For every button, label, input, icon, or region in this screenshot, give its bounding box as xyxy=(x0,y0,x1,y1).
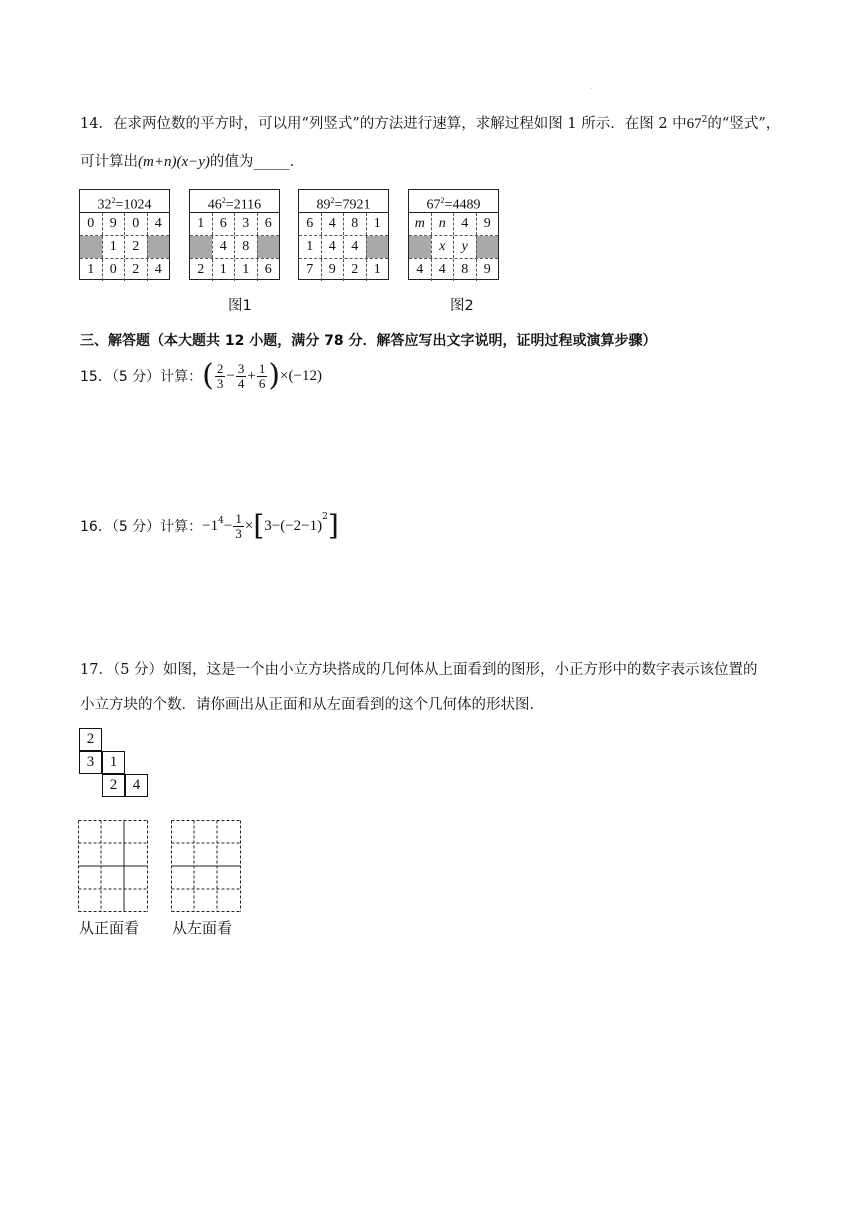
q14-line2 xyxy=(80,150,304,171)
q14-line1-prefix: 14．在求两位数的平方时，可以用“列竖式”的方法进行速算，求解过程如图 1 所示．在图 2 中 xyxy=(80,116,687,132)
q16-label: 16．（5 分）计算： xyxy=(80,519,203,535)
section-heading: 三、解答题（本大题共 12 小题，满分 78 分．解答应写出文字说明，证明过程或演算步骤） xyxy=(80,333,657,349)
q14-line2-prefix: 可计算出 xyxy=(80,154,138,170)
q14-base: 67 xyxy=(686,116,702,132)
page-mark: · xyxy=(590,86,592,93)
q15-tail: (−12) xyxy=(288,367,322,384)
q15-frac3: $\frac{1}{6}$ xyxy=(258,360,266,391)
front-view-grid[interactable] xyxy=(78,820,148,912)
q15-frac2: $\frac{3}{4}$ xyxy=(237,360,245,391)
fig-title: $89^2=7921$ xyxy=(299,190,388,213)
q14-line2-suffix: 的值为_____． xyxy=(209,154,305,170)
top-view-cell: 1 xyxy=(102,751,125,774)
left-view-label: 从左面看 xyxy=(172,919,233,937)
q16-inner: 3−(−2−1) xyxy=(264,517,323,534)
top-view-cell: 2 xyxy=(102,774,125,797)
fig1-label: 图1 xyxy=(228,298,252,314)
left-view-grid[interactable] xyxy=(171,820,241,912)
q14-expression: (m+n)(x−y) xyxy=(138,154,210,170)
top-view-cell: 2 xyxy=(79,728,102,751)
top-view-cell: 4 xyxy=(125,774,148,797)
q16-frac: $\frac{1}{3}$ xyxy=(235,510,242,541)
fig-title: $46^2=2116$ xyxy=(190,190,279,213)
q14-line1 xyxy=(80,112,780,133)
figure-67-squared: $67^2=4489$ m n 4 9 x y 4 4 8 9 xyxy=(408,189,499,280)
q14-exp: 2 xyxy=(701,115,708,126)
q15: 15．（5 分）计算： ( $\frac{2}{3}$ − $\frac{3}{4}$ + $\frac{1}{6}$ ) × (−12) xyxy=(80,358,322,393)
top-view-cell: 3 xyxy=(79,751,102,774)
fig-title: $67^2=4489$ xyxy=(409,190,498,213)
fig2-label: 图2 xyxy=(450,298,474,314)
figure-89-squared: $89^2=7921$ 6 4 8 1 1 4 4 7 9 2 1 xyxy=(298,189,389,280)
q16: 16．（5 分）计算： −1 $^4$ − $\frac{1}{3}$ × [ 3−(−2−1) $^2$ ] xyxy=(80,509,339,542)
q14-line1-suffix: 的“竖式”， xyxy=(707,116,781,132)
fig-title: $32^2=1024$ xyxy=(80,190,169,213)
figure-32-squared: $32^2=1024$ 0 9 0 4 1 2 1 0 2 4 xyxy=(79,189,170,280)
q17-line1: 17．（5 分）如图，这是一个由小立方块搭成的几何体从上面看到的图形，小正方形中的数字表示该位置的 xyxy=(80,662,758,678)
figure-46-squared: $46^2=2116$ 1 6 3 6 4 8 2 1 1 6 xyxy=(189,189,280,280)
q17-line2: 小立方块的个数．请你画出从正面和从左面看到的这个几何体的形状图． xyxy=(80,697,544,713)
q15-frac1: $\frac{2}{3}$ xyxy=(216,360,224,391)
q15-label: 15．（5 分）计算： xyxy=(80,369,203,385)
front-view-label: 从正面看 xyxy=(79,919,140,937)
